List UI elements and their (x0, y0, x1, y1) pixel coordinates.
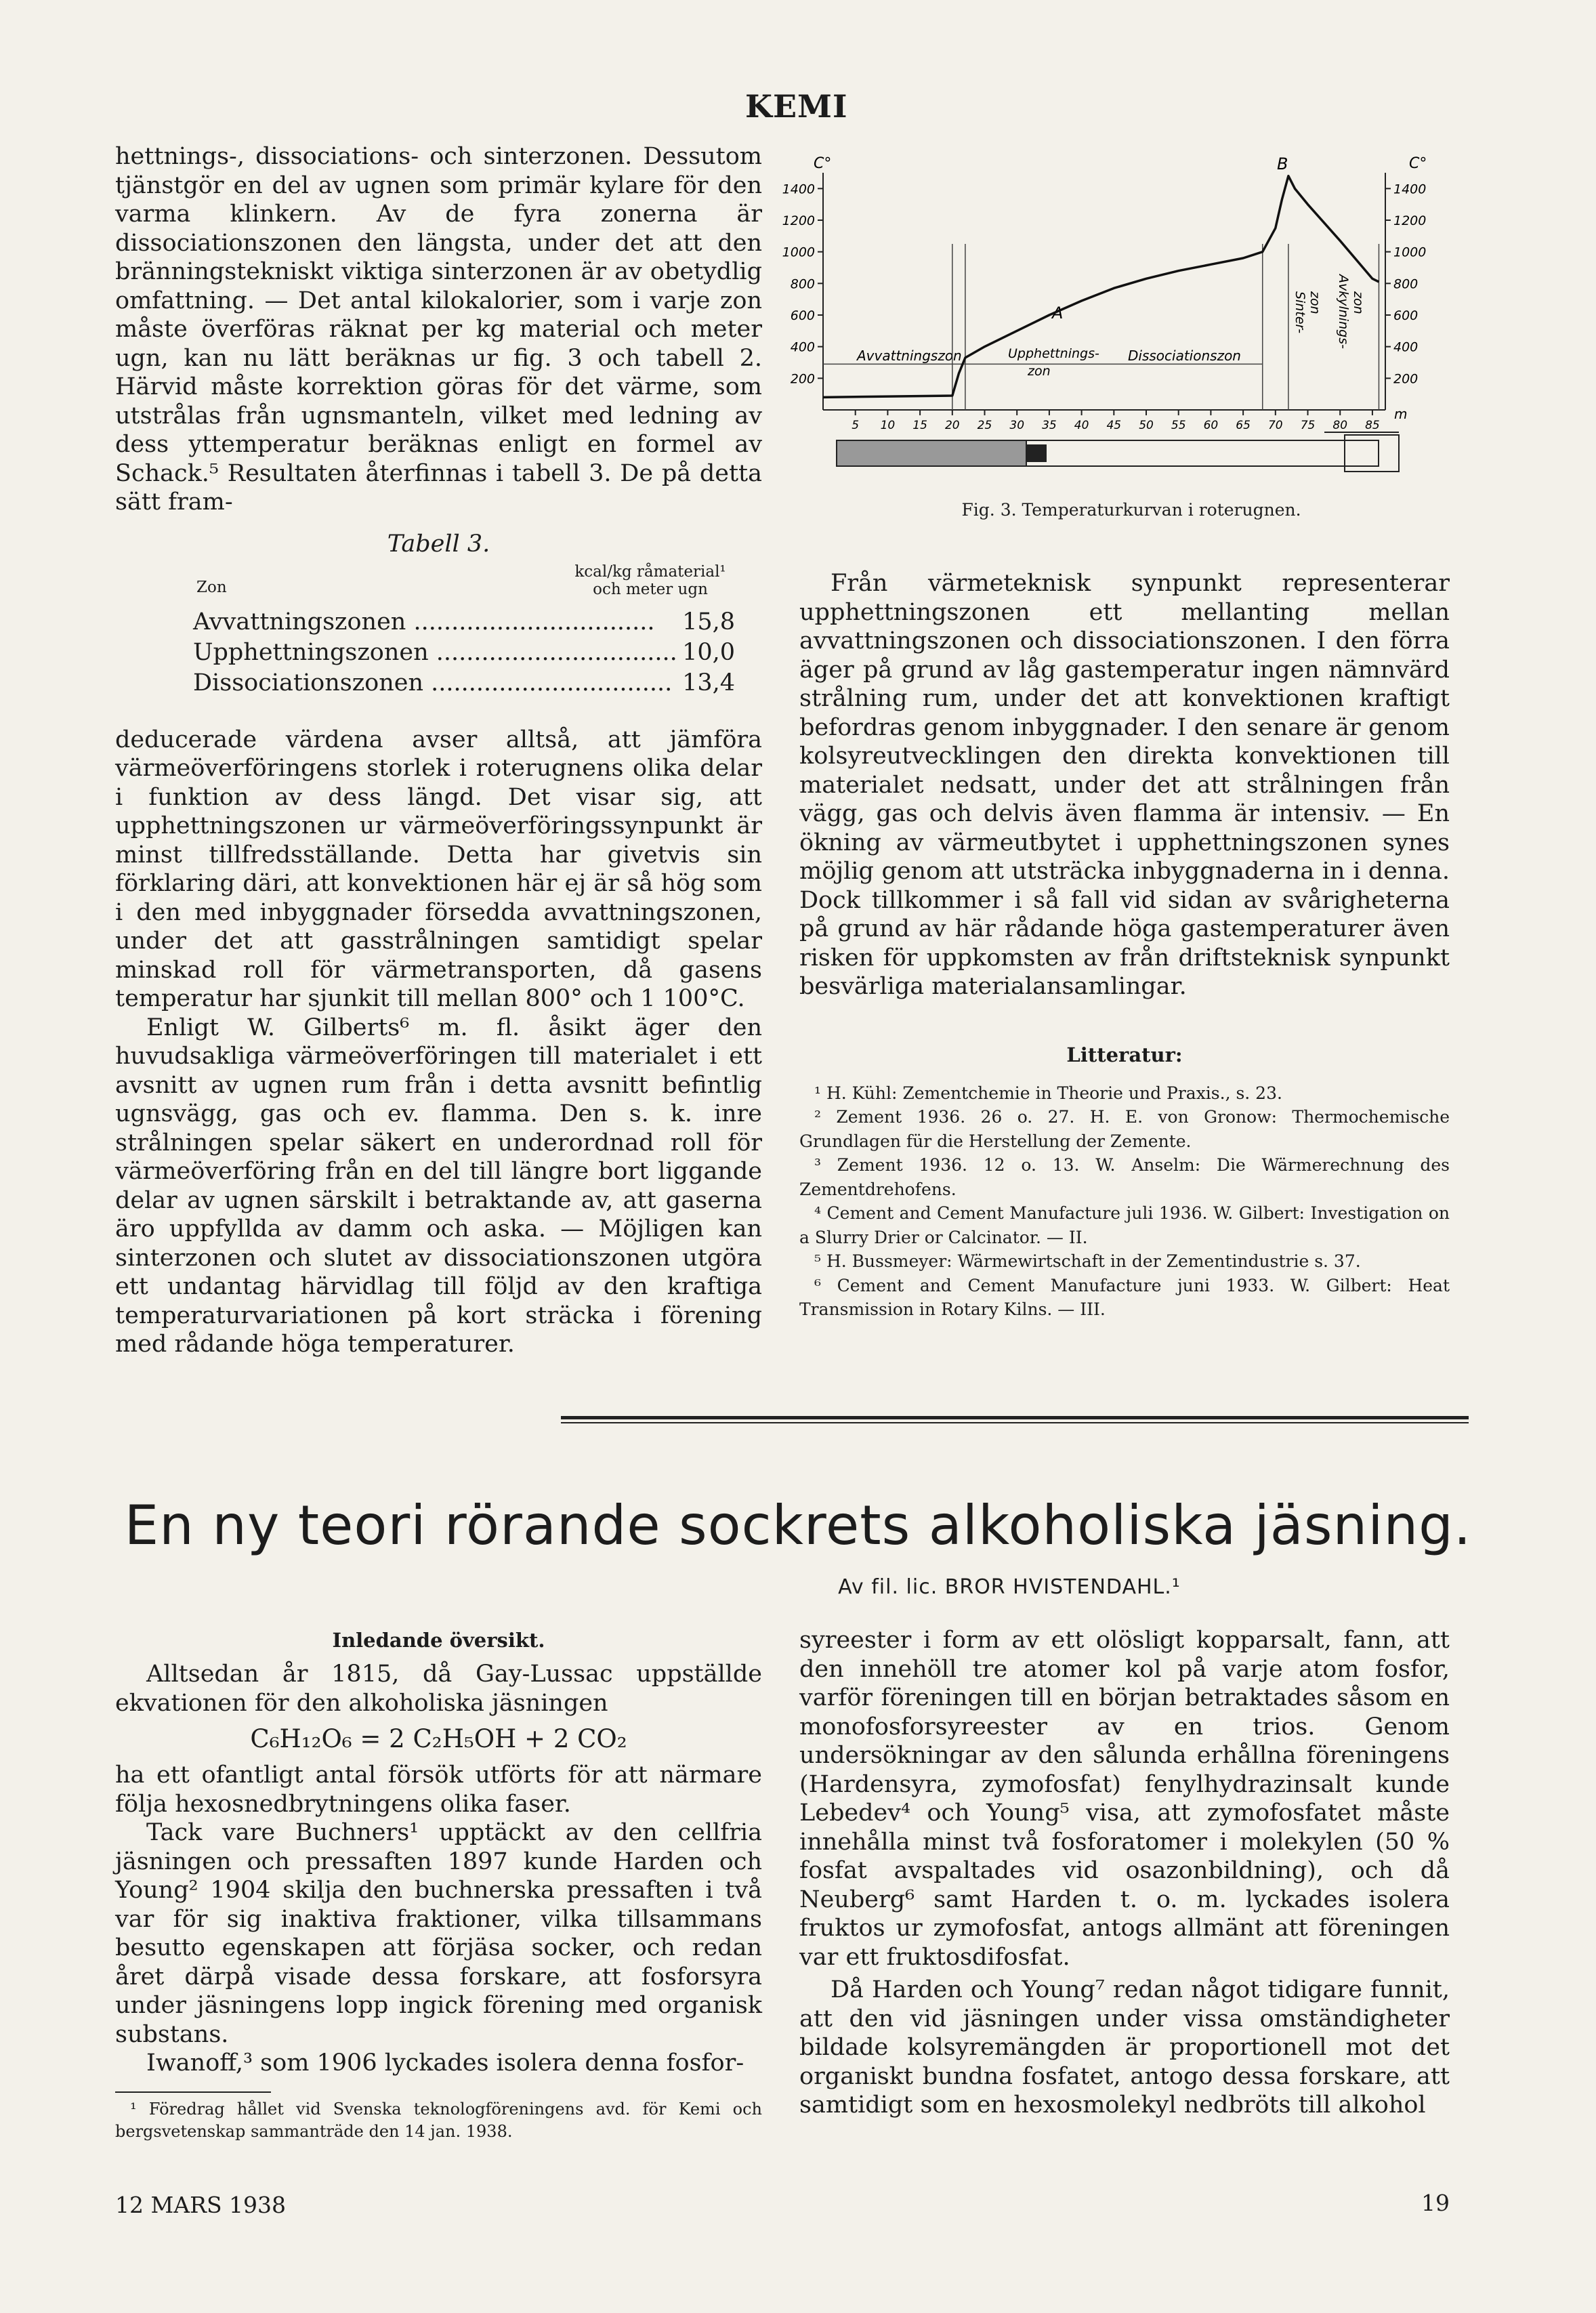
x-tick-label: 65 (1236, 419, 1251, 432)
paragraph: Tack vare Buchners¹ upptäckt av den cellfria jäsningen och pressaften 1897 kunde Harden och Young² 1904 skilja den buchnerska pressaften i två var för sig inaktiva fraktioner, vilka tillsammans besutto egenskapen att förjäsa socker, och redan året därpå visade dessa forskare, att fosforsyra under jäsningens lopp ingick förening med organisk substans. (115, 1819, 762, 2048)
paragraph: Alltsedan år 1815, då Gay-Lussac uppställde ekvationen för den alkoholiska jäsningen (115, 1661, 762, 1717)
x-tick-label: 40 (1074, 419, 1089, 432)
paragraph: deducerade värdena avser alltså, att jämföra värmeöverföringens storlek i roterugnens olika delar i funktion av dess längd. Det visar sig, att upphettningszonen ur värmeöverföringssynpunkt är minst tillfredsställande. Detta har givetvis sin förklaring däri, att konvektionen här ej är så hög som i den med inbyggnader försedda avvattningszonen, under det att gasstrålningen samtidigt spelar minskad roll för värmetransporten, då gasens temperatur har sjunkit till mellan 800° och 1 100°C. (115, 726, 762, 1012)
page-number: 19 (1421, 2190, 1450, 2216)
y-tick-label-left: 400 (790, 339, 815, 355)
meter-unit-label: m (1394, 406, 1408, 422)
x-tick-label: 60 (1203, 419, 1219, 432)
paragraph: hettnings-, dissociations- och sinterzonen. Dessutom tjänstgör en del av ugnen som primär kylare för den varma klinkern. Av de fyra zonerna är dissociationszonen den längsta, under det att den bränningstekniskt viktiga sinterzonen är av obetydlig omfattning. — Det antal kilokalorier, som i varje zon måste överföras räknat per kg material och meter ugn, kan nu lätt beräknas ur fig. 3 och tabell 2. Härvid måste korrektion göras för det värme, som utstrålas från ugnsmanteln, vilket med ledning av dess yttemperatur beräknas enligt en formel av Schack.⁵ Resultaten återfinnas i tabell 3. De på detta sätt fram- (115, 143, 762, 516)
y-tick-label-right: 1400 (1393, 182, 1427, 197)
table-cell-value: 13,4 (682, 669, 735, 696)
table-row (193, 607, 735, 638)
zone-label-avvattning: Avvattningszon (857, 348, 962, 364)
x-tick-label: 35 (1042, 419, 1057, 432)
article-right-column (799, 1626, 1450, 2120)
y-tick-label-right: 800 (1393, 276, 1419, 292)
temperature-chart (782, 149, 1473, 501)
table-cell-zone: Upphettningszonen ................................ (193, 638, 677, 666)
footnote: ¹ Föredrag hållet vid Svenska teknologföreningens avd. för Kemi och bergsvetenskap sammanträde den 14 jan. 1938. (115, 2099, 762, 2141)
reference-item: ² Zement 1936. 26 o. 27. H. E. von Gronow: Thermochemische Grundlagen für die Herstellung der Zemente. (799, 1107, 1450, 1151)
table-body (115, 607, 735, 699)
x-tick-label: 20 (944, 419, 960, 432)
y-tick-label-left: 200 (790, 371, 815, 387)
y-tick-label-left: 1400 (782, 182, 815, 197)
y-tick-label-right: 1000 (1393, 245, 1427, 260)
section-divider (561, 1416, 1469, 1419)
figure-caption: Fig. 3. Temperaturkurvan i roterugnen. (961, 500, 1301, 520)
article-title: En ny teori rörande sockrets alkoholiska jäsning. (124, 1494, 1472, 1557)
zone-label-dissociation: Dissociationszon (1128, 348, 1241, 364)
y-tick-label-left: 600 (790, 308, 815, 323)
literature-heading: Litteratur: (1066, 1043, 1183, 1066)
reference-item: ⁵ H. Bussmeyer: Wärmewirtschaft in der Zementindustrie s. 37. (814, 1251, 1361, 1271)
kiln-band (1026, 444, 1047, 462)
marker-a: A (1052, 304, 1064, 322)
table-cell-zone: Dissociationszonen ................................ (193, 669, 673, 696)
reference-item: ¹ H. Kühl: Zementchemie in Theorie und Praxis., s. 23. (814, 1083, 1282, 1103)
x-tick-label: 80 (1332, 419, 1348, 432)
table-cell-zone: Avvattningszonen ................................ (193, 608, 655, 635)
article-left-column (115, 1626, 762, 2143)
running-head: KEMI (745, 88, 848, 125)
paragraph: Enligt W. Gilberts⁶ m. fl. åsikt äger den huvudsakliga värmeöverföringen till materialet i ett avsnitt av ugnen rum från i detta avsnitt befintlig ugnsvägg, gas och ev. flamma. Den s. k. inre strålningen spelar säkert en underordnad roll för värmeöverföring från en del till längre bort liggande delar av ugnen särskilt i betraktande av, att gaserna äro uppfyllda av damm och aska. — Möjligen kan sinterzonen och slutet av dissociationszonen utgöra ett undantag härvidlag till följd av den kraftiga temperaturvariationen på kort sträcka i förening med rådande höga temperaturer. (115, 1014, 762, 1358)
y-tick-label-right: 400 (1393, 339, 1419, 355)
x-tick-label: 70 (1267, 419, 1283, 432)
x-tick-label: 50 (1139, 419, 1154, 432)
zone-label-avkylning-zon: zon (1351, 291, 1366, 314)
x-tick-label: 45 (1106, 419, 1122, 432)
section-divider-thin (561, 1422, 1469, 1423)
zone-label-sinter: Sinter- (1293, 291, 1307, 334)
table-col-value (535, 563, 765, 598)
x-tick-label: 30 (1009, 419, 1025, 432)
footnote-rule (115, 2091, 271, 2093)
y-tick-label-left: 1000 (782, 245, 815, 260)
table-row (193, 638, 735, 668)
table-header (115, 560, 762, 607)
unit-left-label: C° (814, 155, 832, 172)
reference-item: ⁴ Cement and Cement Manufacture juli 1936. W. Gilbert: Investigation on a Slurry Drier or Calcinator. — II. (799, 1203, 1450, 1247)
paragraph: ha ett ofantligt antal försök utförts för att närmare följa hexosnedbrytningens olika faser. (115, 1762, 762, 1818)
x-tick-label: 85 (1365, 419, 1380, 432)
right-column-top (799, 569, 1450, 1322)
unit-right-label: C° (1409, 155, 1427, 172)
figure-3 (782, 149, 1473, 528)
x-tick-label: 25 (977, 419, 992, 432)
kiln-body (1026, 440, 1379, 466)
paragraph: Iwanoff,³ som 1906 lyckades isolera denna fosfor- (146, 2049, 744, 2077)
reference-item: ⁶ Cement and Cement Manufacture juni 1933. W. Gilbert: Heat Transmission in Rotary Kilns. — III. (799, 1275, 1450, 1319)
kiln-feed-section (837, 440, 1026, 466)
zone-label-avkylning: Avkylnings- (1336, 274, 1351, 349)
x-tick-label: 15 (912, 419, 927, 432)
table-col-value-line2: och meter ugn (593, 580, 708, 598)
paragraph: Då Harden och Young⁷ redan något tidigare funnit, att den vid jäsningen under vissa omständigheter bildade kolsyremängden är proportionell mot det organiskt bundna fosfatet, antogo dessa forskare, att samtidigt som en hexosmolekyl nedbröts till alkohol (799, 1976, 1450, 2119)
article-byline: Av fil. lic. BROR HVISTENDAHL.¹ (838, 1575, 1181, 1599)
paragraph: Från värmeteknisk synpunkt representerar upphettningszonen ett mellanting mellan avvattningszonen och dissociationszonen. I den förra äger på grund av låg gastemperatur ingen nämnvärd strålning rum, under det att konvektionen kraftigt befordras genom inbyggnader. I den senare är genom kolsyreutvecklingen den direkta konvektionen till materialet nedsatt, under det att strålningen från vägg, gas och delvis även flamma är intensiv. — En ökning av värmeutbytet i upphettningszonen synes möjlig genom att utsträcka inbyggnaderna in i denna. Dock tillkommer i så fall vid sidan av svårigheterna på grund av här rådande höga gastemperaturer även risken för uppkomsten av från driftsteknisk synpunkt besvärliga materialansamlingar. (799, 570, 1450, 1000)
x-tick-label: 5 (852, 419, 860, 432)
paragraph: syreester i form av ett olösligt kopparsalt, fann, att den innehöll tre atomer kol på varje atom fosfor, varför föreningen till en början betraktades såsom en monofosforsyreester av en trios. Genom undersökningar av den sålunda erhållna föreningens (Hardensyra, zymofosfat) fenylhydrazinsalt kunde Lebedev⁴ och Young⁵ visa, att zymofosfatet måste innehålla minst två fosforatomer i molekylen (50 % fosfat avspaltades vid osazonbildning), och då Neuberg⁶ samt Harden t. o. m. lyckades isolera fruktos ur zymofosfat, antogs allmänt att föreningen var ett fruktosdifosfat. (799, 1627, 1450, 1971)
table-cell-value: 15,8 (682, 608, 735, 635)
chart-frame (814, 154, 1427, 422)
table-3 (115, 529, 762, 699)
y-tick-label-right: 600 (1393, 308, 1419, 323)
table-title: Tabell 3. (387, 530, 490, 558)
table-cell-value: 10,0 (682, 638, 735, 666)
zone-label-upphettning: Upphettnings- (1008, 346, 1099, 361)
zone-label-sinter-zon: zon (1307, 291, 1322, 314)
section-heading: Inledande översikt. (332, 1629, 545, 1652)
y-tick-label-right: 1200 (1393, 213, 1427, 228)
x-tick-label: 55 (1171, 419, 1186, 432)
left-column-top (115, 142, 762, 1359)
reference-item: ³ Zement 1936. 12 o. 13. W. Anselm: Die Wärmerechnung des Zementdrehofens. (799, 1155, 1450, 1199)
table-row (193, 668, 735, 699)
y-tick-label-right: 200 (1393, 371, 1419, 387)
equation: C₆H₁₂O₆ = 2 C₂H₅OH + 2 CO₂ (250, 1724, 627, 1753)
table-col-value-line1: kcal/kg råmaterial¹ (574, 562, 726, 581)
table-col-zone: Zon (196, 578, 227, 596)
x-tick-label: 10 (880, 419, 896, 432)
zone-label-upphettning-zon: zon (1028, 364, 1051, 379)
marker-b: B (1277, 154, 1288, 173)
y-tick-label-left: 1200 (782, 213, 815, 228)
footer-date: 12 MARS 1938 (115, 2192, 287, 2218)
x-tick-label: 75 (1300, 419, 1316, 432)
y-tick-label-left: 800 (790, 276, 815, 292)
